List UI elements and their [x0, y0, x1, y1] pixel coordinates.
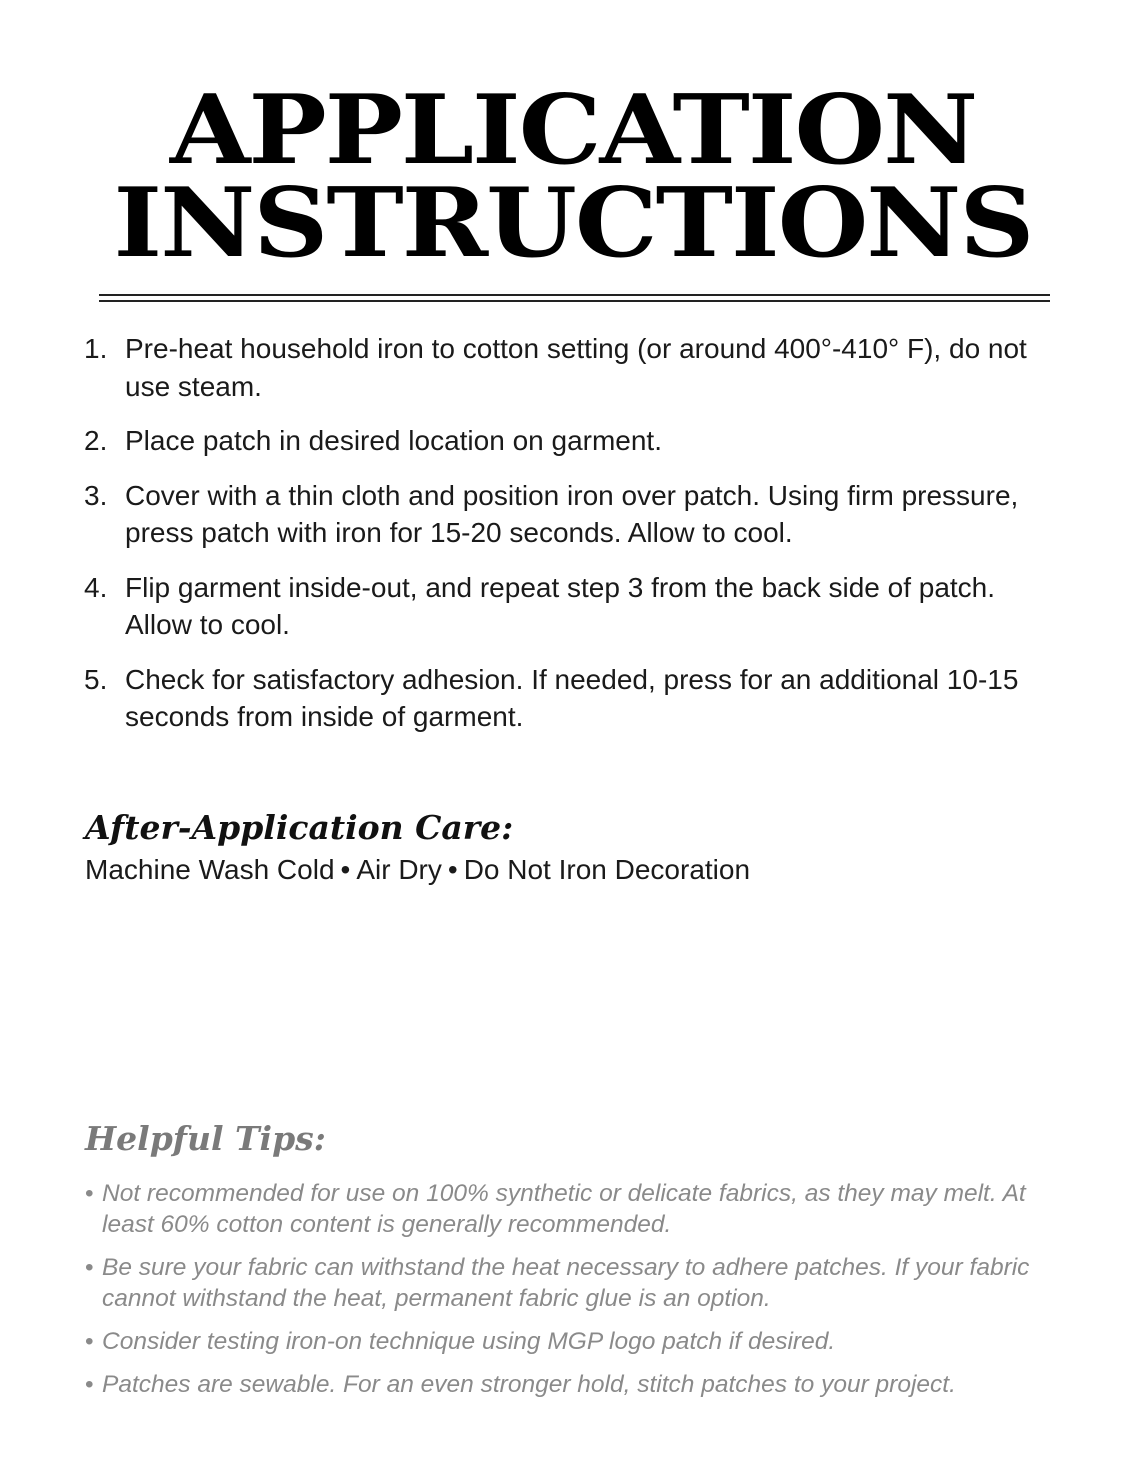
step-number: 4.: [84, 571, 108, 603]
step-item: [84, 569, 1064, 644]
bullet-icon: •: [85, 1254, 94, 1281]
title-line-1: APPLICATION: [169, 72, 977, 187]
tip-text: Not recommended for use on 100% synthetic or delicate fabrics, as they may melt. At least 60% cotton content is generally recommended.: [102, 1180, 1026, 1238]
step-text: Check for satisfactory adhesion. If needed, press for an additional 10-15 seconds from inside of garment.: [125, 663, 1019, 732]
title-divider-top: [99, 294, 1050, 296]
tips-list: [85, 1178, 1075, 1412]
step-text: Pre-heat household iron to cotton setting (or around 400°-410° F), do not use steam.: [125, 333, 1027, 402]
care-item: Do Not Iron Decoration: [463, 854, 751, 885]
tip-item: [85, 1252, 1075, 1314]
tip-item: [85, 1326, 1075, 1357]
bullet-icon: •: [85, 1371, 94, 1398]
step-number: 2.: [84, 425, 108, 456]
tip-item: [85, 1369, 1075, 1400]
care-separator: •: [447, 854, 458, 885]
step-item: [84, 477, 1064, 552]
step-number: 3.: [84, 479, 108, 511]
bullet-icon: •: [85, 1180, 94, 1207]
tip-item: [85, 1178, 1075, 1240]
tips-heading: Helpful Tips:: [85, 1119, 326, 1158]
title-line-2: INSTRUCTIONS: [113, 165, 1033, 280]
care-instructions: [85, 851, 750, 889]
step-text: Cover with a thin cloth and position iron over patch. Using firm pressure, press patch with iron for 15-20 seconds. Allow to cool.: [125, 479, 1019, 548]
step-item: [84, 422, 1064, 460]
step-item: [84, 330, 1064, 405]
tip-text: Be sure your fabric can withstand the heat necessary to adhere patches. If your fabric cannot withstand the heat, permanent fabric glue is an option.: [102, 1254, 1030, 1312]
care-separator: •: [340, 854, 351, 885]
care-heading: After-Application Care:: [85, 808, 514, 847]
step-item: [84, 661, 1064, 736]
step-number: 1.: [84, 333, 108, 364]
step-text: Flip garment inside-out, and repeat step 3 from the back side of patch. Allow to cool.: [125, 571, 996, 640]
application-steps: [84, 330, 1064, 753]
step-text: Place patch in desired location on garment.: [125, 425, 662, 456]
bullet-icon: •: [85, 1328, 94, 1355]
care-item: Machine Wash Cold: [85, 854, 335, 885]
step-number: 5.: [84, 663, 108, 695]
care-item: Air Dry: [356, 854, 442, 885]
tip-text: Patches are sewable. For an even stronger hold, stitch patches to your project.: [102, 1371, 956, 1398]
title-divider-bottom: [99, 300, 1050, 302]
tip-text: Consider testing iron-on technique using MGP logo patch if desired.: [102, 1328, 836, 1355]
